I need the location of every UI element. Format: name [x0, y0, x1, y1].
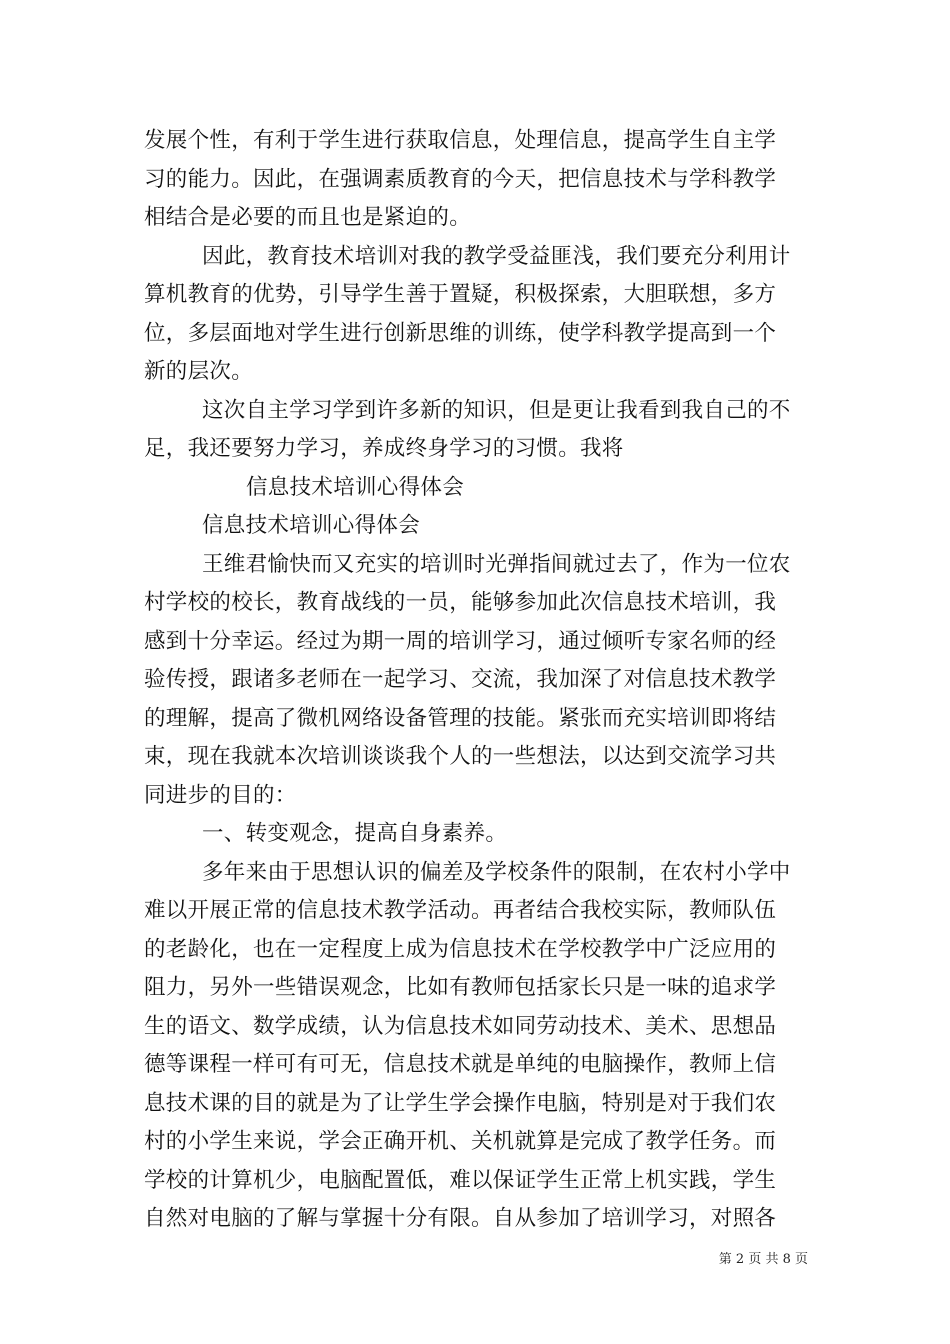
page-number-footer: 第 2 页 共 8 页 [718, 1252, 808, 1267]
text-line: 信息技术培训心得体会 [202, 513, 421, 538]
text-line: 村学校的校长，教育战线的一员，能够参加此次信息技术培训，我 [144, 590, 777, 615]
text-line: 这次自主学习学到许多新的知识，但是更让我看到我自己的不 [202, 397, 791, 423]
text-line: 习的能力。因此，在强调素质教育的今天，把信息技术与学科教学 [144, 166, 777, 192]
text-line: 感到十分幸运。经过为期一周的培训学习，通过倾听专家名师的经 [144, 628, 777, 654]
text-line: 学校的计算机少，电脑配置低，难以保证学生正常上机实践，学生 [144, 1167, 777, 1193]
text-line: 息技术课的目的就是为了让学生学会操作电脑，特别是对于我们农 [144, 1090, 777, 1116]
text-line: 同进步的目的： [144, 782, 297, 808]
text-line: 难以开展正常的信息技术教学活动。再者结合我校实际，教师队伍 [144, 898, 777, 923]
text-line: 束，现在我就本次培训谈谈我个人的一些想法，以达到交流学习共 [144, 744, 777, 769]
text-line: 王维君愉快而又充实的培训时光弹指间就过去了，作为一位农 [202, 551, 791, 577]
text-line: 生的语文、数学成绩，认为信息技术如同劳动技术、美术、思想品 [144, 1013, 777, 1039]
text-line: 德等课程一样可有可无，信息技术就是单纯的电脑操作，教师上信 [144, 1052, 777, 1077]
text-line: 相结合是必要的而且也是紧迫的。 [144, 205, 472, 230]
text-line: 发展个性，有利于学生进行获取信息，处理信息，提高学生自主学 [144, 128, 777, 153]
text-line: 位，多层面地对学生进行创新思维的训练，使学科教学提高到一个 [144, 320, 777, 346]
text-line: 村的小学生来说，学会正确开机、关机就算是完成了教学任务。而 [144, 1129, 777, 1154]
text-line: 多年来由于思想认识的偏差及学校条件的限制，在农村小学中 [202, 859, 791, 885]
text-line: 的理解，提高了微机网络设备管理的技能。紧张而充实培训即将结 [144, 705, 777, 731]
text-line: 算机教育的优势，引导学生善于置疑，积极探索，大胆联想，多方 [144, 282, 777, 307]
text-line: 自然对电脑的了解与掌握十分有限。自从参加了培训学习，对照各 [144, 1206, 777, 1231]
text-line: 因此，教育技术培训对我的教学受益匪浅，我们要充分利用计 [202, 243, 791, 269]
text-line: 验传授，跟诸多老师在一起学习、交流，我加深了对信息技术教学 [144, 667, 777, 692]
text-line: 新的层次。 [144, 359, 254, 384]
document-body [144, 122, 808, 1239]
text-line: 足，我还要努力学习，养成终身学习的习惯。我将 [144, 436, 624, 461]
text-line: 信息技术培训心得体会 [246, 474, 465, 500]
text-line: 一、转变观念，提高自身素养。 [202, 821, 508, 846]
text-line: 的老龄化，也在一定程度上成为信息技术在学校教学中广泛应用的 [144, 936, 777, 962]
text-line: 阻力，另外一些错误观念，比如有教师包括家长只是一味的追求学 [144, 975, 777, 1000]
